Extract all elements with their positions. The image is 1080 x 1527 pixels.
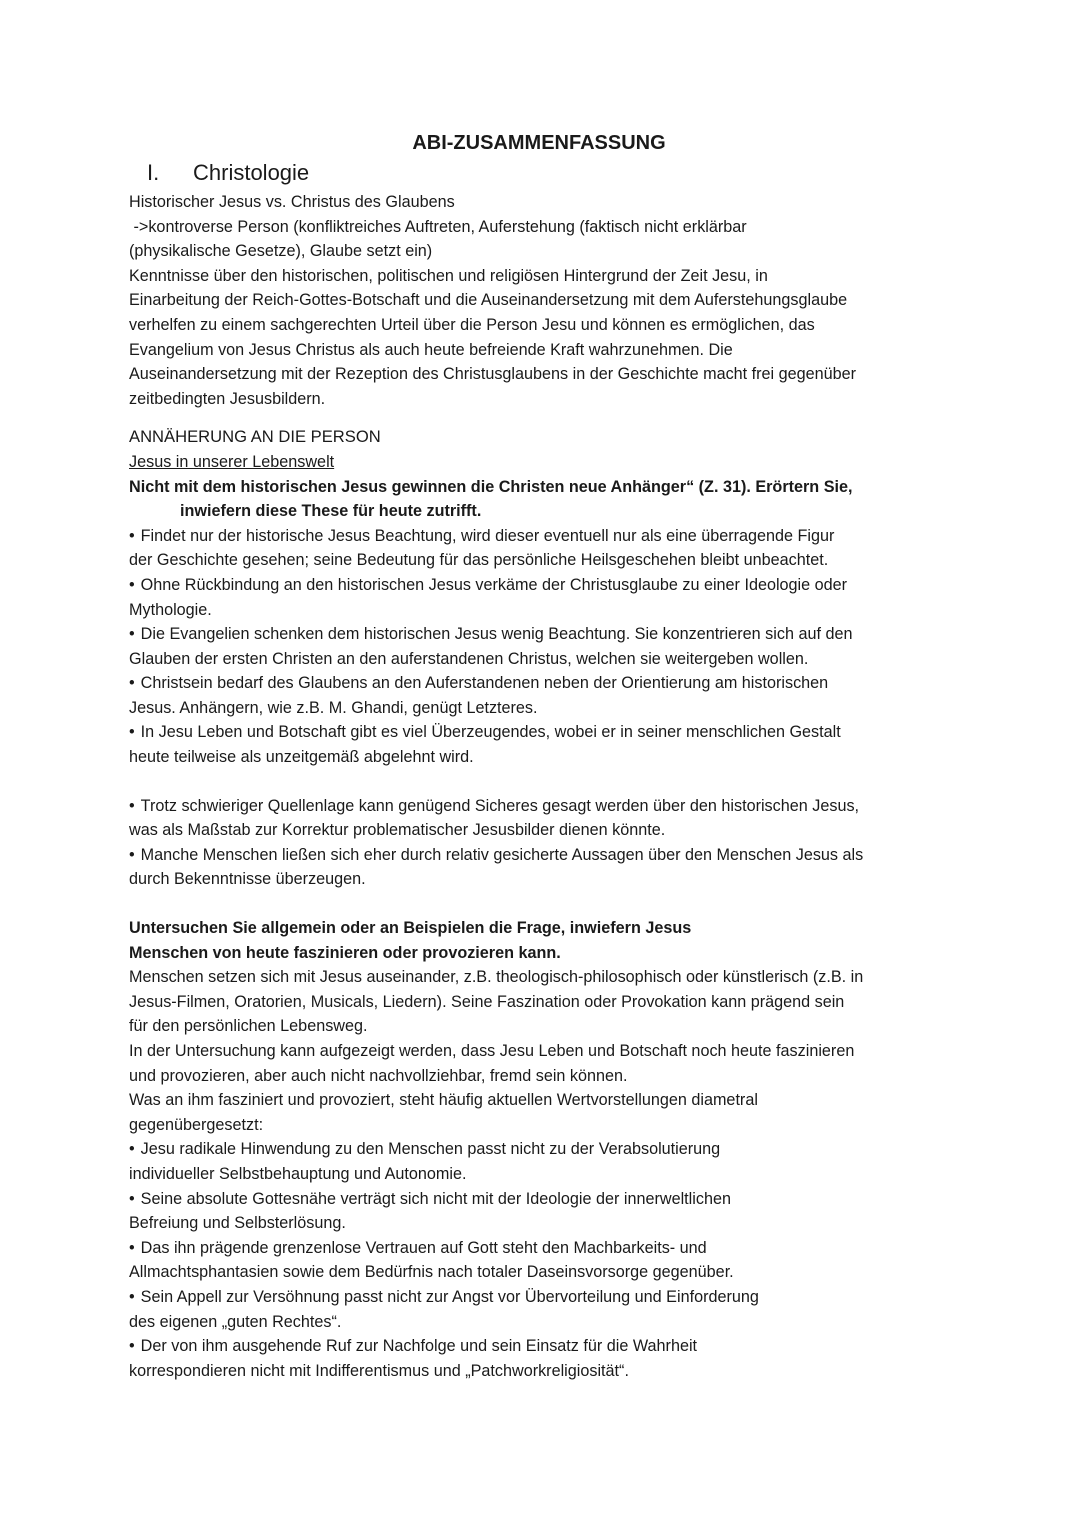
list-item (129, 622, 969, 671)
list-item-line: Befreiung und Selbsterlösung. (129, 1214, 346, 1233)
answer-line: Jesus-Filmen, Oratorien, Musicals, Liedern). Seine Faszination oder Provokation kann prägend sein (129, 992, 845, 1011)
question-line: Menschen von heute faszinieren oder provozieren kann. (129, 943, 561, 962)
list-item-line: individueller Selbstbehauptung und Autonomie. (129, 1164, 467, 1183)
bullet-list-3 (129, 1137, 969, 1383)
intro-paragraph (129, 190, 969, 411)
answer-line: für den persönlichen Lebensweg. (129, 1017, 368, 1036)
intro-line: Auseinandersetzung mit der Rezeption des Christusglaubens in der Geschichte macht frei gegenüber (129, 365, 857, 384)
answer-line: Menschen setzen sich mit Jesus auseinander, z.B. theologisch-philosophisch oder künstlerisch (z.B. in (129, 968, 864, 987)
list-item-line: • Ohne Rückbindung an den historischen Jesus verkäme der Christusglaube zu einer Ideologie oder (129, 573, 969, 598)
question-line: Untersuchen Sie allgemein oder an Beispielen die Frage, inwiefern Jesus (129, 919, 692, 938)
list-item-line: • Manche Menschen ließen sich eher durch relativ gesicherte Aussagen über den Menschen Jesus als (129, 843, 969, 868)
list-item (129, 671, 969, 720)
list-item-line: des eigenen „guten Rechtes“. (129, 1312, 342, 1331)
list-item (129, 1334, 969, 1383)
list-item-line: • Jesu radikale Hinwendung zu den Menschen passt nicht zu der Verabsolutierung (129, 1137, 969, 1162)
intro-line: verhelfen zu einem sachgerechten Urteil über die Person Jesu und können es ermöglichen, das (129, 315, 815, 334)
list-item-line: • Sein Appell zur Versöhnung passt nicht zur Angst vor Übervorteilung und Einforderung (129, 1285, 969, 1310)
document-content (129, 128, 969, 1383)
list-item-line: • Findet nur der historische Jesus Beachtung, wird dieser eventuell nur als eine überragende Figur (129, 524, 969, 549)
intro-line: Einarbeitung der Reich-Gottes-Botschaft und die Auseinandersetzung mit dem Auferstehungsglaube (129, 291, 848, 310)
subheading: ANNÄHERUNG AN DIE PERSON (129, 427, 381, 447)
answer-line: und provozieren, aber auch nicht nachvollziehbar, fremd sein können. (129, 1066, 628, 1085)
list-item-line: korrespondieren nicht mit Indifferentismus und „Patchworkreligiosität“. (129, 1361, 629, 1380)
intro-line: (physikalische Gesetze), Glaube setzt ein) (129, 242, 433, 261)
list-item-line: • Das ihn prägende grenzenlose Vertrauen auf Gott steht den Machbarkeits- und (129, 1236, 969, 1261)
intro-line: Historischer Jesus vs. Christus des Glaubens (129, 193, 455, 211)
intro-line: Evangelium von Jesus Christus als auch heute befreiende Kraft wahrzunehmen. Die (129, 340, 733, 359)
answer-line: In der Untersuchung kann aufgezeigt werden, dass Jesu Leben und Botschaft noch heute faszinieren (129, 1042, 855, 1060)
list-item (129, 720, 969, 769)
answer-paragraph (129, 965, 969, 1137)
document-title: ABI-ZUSAMMENFASSUNG (412, 132, 666, 154)
spacer (129, 892, 969, 916)
list-item (129, 1236, 969, 1285)
list-item-line: • Christsein bedarf des Glaubens an den Auferstandenen neben der Orientierung am historischen (129, 671, 969, 696)
list-item (129, 843, 969, 892)
list-item-line: heute teilweise als unzeitgemäß abgelehnt wird. (129, 748, 474, 767)
section-heading (129, 158, 969, 188)
intro-line: zeitbedingten Jesusbildern. (129, 389, 326, 408)
subsubheading: Jesus in unserer Lebenswelt (129, 452, 335, 471)
list-item-line: • Die Evangelien schenken dem historischen Jesus wenig Beachtung. Sie konzentrieren sich auf den (129, 622, 969, 647)
list-item (129, 1285, 969, 1334)
section-number: I. (147, 160, 160, 185)
list-item-line: • Der von ihm ausgehende Ruf zur Nachfolge und sein Einsatz für die Wahrheit (129, 1334, 969, 1359)
list-item (129, 573, 969, 622)
list-item-line: was als Maßstab zur Korrektur problematischer Jesusbilder dienen könnte. (129, 821, 666, 840)
intro-line: ->kontroverse Person (konfliktreiches Auftreten, Auferstehung (faktisch nicht erklärbar (129, 217, 747, 236)
list-item-line: Jesus. Anhängern, wie z.B. M. Ghandi, genügt Letzteres. (129, 698, 538, 717)
list-item-line: Glauben der ersten Christen an den auferstandenen Christus, welchen sie weitergeben wollen. (129, 649, 809, 668)
section-title: Christologie (193, 160, 310, 185)
list-item (129, 794, 969, 843)
list-item (129, 1187, 969, 1236)
question-line: Nicht mit dem historischen Jesus gewinnen die Christen neue Anhänger“ (Z. 31). Erörtern Sie, (129, 477, 853, 496)
list-item-line: Allmachtsphantasien sowie dem Bedürfnis nach totaler Daseinsvorsorge gegenüber. (129, 1263, 734, 1282)
spacer (129, 770, 969, 794)
list-item-line: der Geschichte gesehen; seine Bedeutung für das persönliche Heilsgeschehen bleibt unbeachtet. (129, 551, 829, 570)
list-item-line: • Seine absolute Gottesnähe verträgt sich nicht mit der Ideologie der innerweltlichen (129, 1187, 969, 1212)
question-2 (129, 916, 969, 965)
list-item-line: Mythologie. (129, 600, 212, 619)
bullet-list-1 (129, 524, 969, 770)
question-1 (129, 475, 969, 524)
answer-line: gegenübergesetzt: (129, 1115, 264, 1134)
bullet-list-2 (129, 794, 969, 892)
question-line: inwiefern diese These für heute zutrifft. (180, 502, 482, 521)
list-item-line: • In Jesu Leben und Botschaft gibt es viel Überzeugendes, wobei er in seiner menschlichen Gestalt (129, 720, 969, 745)
list-item-line: • Trotz schwieriger Quellenlage kann genügend Sicheres gesagt werden über den historischen Jesus, (129, 794, 969, 819)
intro-line: Kenntnisse über den historischen, politischen und religiösen Hintergrund der Zeit Jesu, in (129, 266, 768, 285)
list-item (129, 1137, 969, 1186)
list-item (129, 524, 969, 573)
answer-line: Was an ihm fasziniert und provoziert, steht häufig aktuellen Wertvorstellungen diametral (129, 1091, 758, 1110)
list-item-line: durch Bekenntnisse überzeugen. (129, 870, 366, 889)
